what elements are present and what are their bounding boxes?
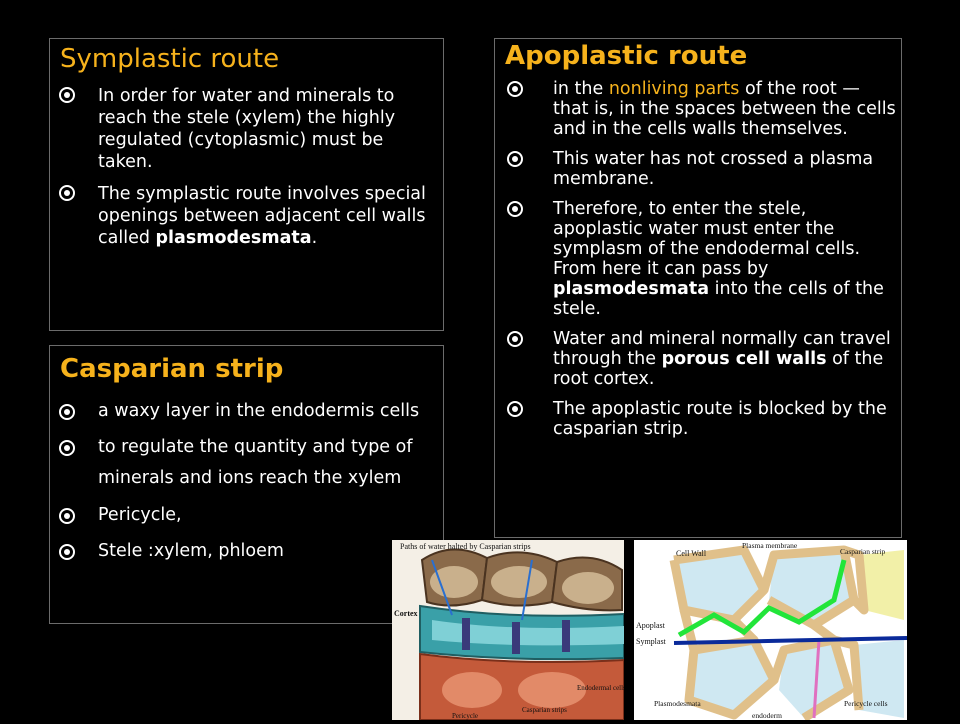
list-item xyxy=(495,399,899,439)
bullet-icon xyxy=(507,401,523,417)
casparian-strip-box xyxy=(49,345,444,624)
fig1-pericycle-label: Pericycle xyxy=(452,712,479,720)
fig2-pericycle-label: Pericycle cells xyxy=(844,699,888,708)
bullet-icon xyxy=(59,440,75,456)
bullet-icon xyxy=(507,151,523,167)
porous-cell-walls-term: porous cell walls xyxy=(661,349,827,369)
list-item xyxy=(495,329,899,389)
fig2-cell-wall-label: Cell Wall xyxy=(676,549,707,558)
symplastic-title: Symplastic route xyxy=(60,44,280,74)
apoplastic-bullet-1-pre: in the xyxy=(553,79,609,99)
fig2-plasmodesmata-label: Plasmodesmata xyxy=(654,699,701,708)
list-item xyxy=(50,183,440,249)
list-item xyxy=(495,149,899,189)
list-item xyxy=(50,396,440,426)
apoplastic-route-box xyxy=(494,38,902,538)
fig1-caption: Paths of water halted by Casparian strips xyxy=(400,542,531,551)
pathway-schematic-figure xyxy=(634,540,907,720)
apoplastic-title: Apoplastic route xyxy=(505,41,748,71)
symplastic-bullet-1: In order for water and minerals to reach the stele (xylem) the highly regulated (cytoplasmic) must be taken. xyxy=(98,86,396,172)
bullet-icon xyxy=(59,544,75,560)
fig1-cortex-label: Cortex xyxy=(394,609,418,618)
fig2-endoderm-label: endoderm xyxy=(752,711,782,720)
symplastic-list xyxy=(50,85,440,249)
apoplastic-bullet-4-pre: Water and mineral normally can travel through the xyxy=(553,329,891,369)
list-item xyxy=(50,500,440,530)
bullet-icon xyxy=(507,201,523,217)
symplastic-bullet-2-end: . xyxy=(311,228,318,248)
symplastic-bullet-2-text: The symplastic route involves special openings between adjacent cell walls called xyxy=(98,184,426,248)
apoplastic-bullet-5: The apoplastic route is blocked by the casparian strip. xyxy=(553,399,887,439)
symplastic-route-box xyxy=(49,38,444,331)
fig2-casparian-label: Casparian strip xyxy=(840,547,886,556)
apoplastic-list xyxy=(495,79,899,439)
list-item xyxy=(50,432,440,494)
bullet-icon xyxy=(507,331,523,347)
root-cross-section-illustration xyxy=(392,540,624,720)
plasmodesmata-term: plasmodesmata xyxy=(155,228,312,248)
list-item xyxy=(50,85,440,173)
casparian-item-3: Pericycle, xyxy=(98,505,182,525)
fig2-apoplast-label: Apoplast xyxy=(636,621,665,630)
plasmodesmata-term: plasmodesmata xyxy=(553,279,710,299)
bullet-icon xyxy=(59,404,75,420)
casparian-item-2: to regulate the quantity and type of minerals and ions reach the xylem xyxy=(98,437,413,488)
apoplastic-bullet-3-post: into the cells of the stele. xyxy=(553,279,884,319)
apoplastic-bullet-2: This water has not crossed a plasma membrane. xyxy=(553,149,874,189)
fig2-symplast-label: Symplast xyxy=(636,637,666,646)
bullet-icon xyxy=(59,508,75,524)
fig1-endodermal-label: Endodermal cells xyxy=(577,684,624,692)
bullet-icon xyxy=(59,87,75,103)
pathway-schematic-illustration xyxy=(634,540,907,720)
casparian-title: Casparian strip xyxy=(60,354,284,384)
bullet-icon xyxy=(59,185,75,201)
apoplastic-bullet-4-post: of the root cortex. xyxy=(553,349,884,389)
list-item xyxy=(495,79,899,139)
root-cross-section-figure xyxy=(392,540,624,720)
casparian-item-1: a waxy layer in the endodermis cells xyxy=(98,401,420,421)
apoplastic-bullet-1-post: of the root — that is, in the spaces between the cells and in the cells walls themselves. xyxy=(553,79,896,139)
list-item xyxy=(50,536,440,566)
bullet-icon xyxy=(507,81,523,97)
fig1-casparian-label: Casparian strips xyxy=(522,706,567,714)
casparian-list xyxy=(50,396,440,566)
nonliving-parts-term: nonliving parts xyxy=(608,79,740,99)
casparian-item-4: Stele :xylem, phloem xyxy=(98,541,284,561)
fig2-plasma-membrane-label: Plasma membrane xyxy=(742,541,798,550)
list-item xyxy=(495,199,899,319)
apoplastic-bullet-3-pre: Therefore, to enter the stele, apoplastic water must enter the symplasm of the endodermal cells. From here it can pass by xyxy=(553,199,861,279)
